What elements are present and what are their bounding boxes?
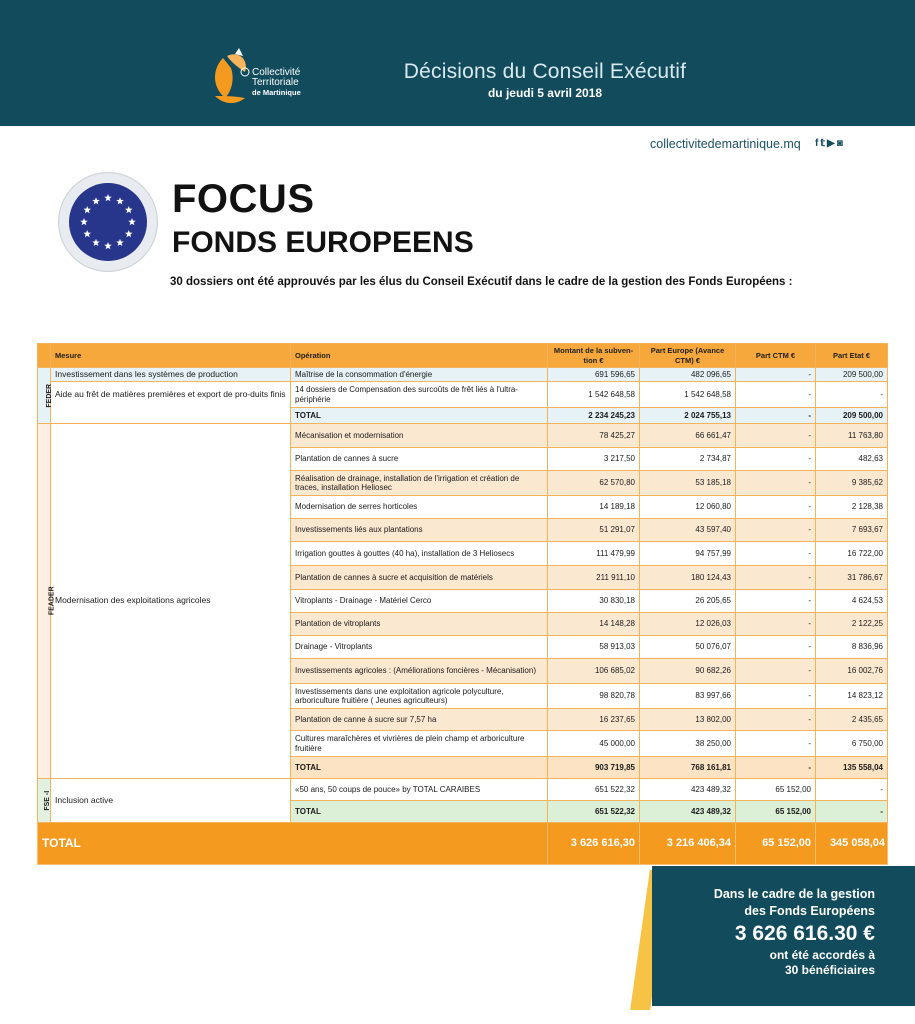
etat-cell: 14 823,12 [816, 684, 888, 709]
etat-cell: 16 722,00 [816, 542, 888, 566]
montant-cell: 106 685,02 [548, 659, 640, 684]
europe-cell: 66 661,47 [640, 424, 736, 448]
etat-cell: 8 836,96 [816, 636, 888, 659]
ctm-cell: - [736, 613, 816, 636]
etat-cell: 4 624,53 [816, 590, 888, 613]
ctm-cell: - [736, 709, 816, 731]
montant-cell: 651 522,32 [548, 779, 640, 801]
eu-star-icon [83, 206, 91, 213]
ctm-cell: - [736, 471, 816, 496]
ctm-cell: - [736, 368, 816, 382]
montant-cell: 78 425,27 [548, 424, 640, 448]
callout-line1: Dans le cadre de la gestion [713, 887, 875, 901]
eu-star-icon [104, 242, 112, 249]
table-header [38, 344, 888, 368]
ctm-cell: - [736, 519, 816, 542]
header-band [0, 0, 915, 126]
europe-cell: 768 161,81 [640, 757, 736, 779]
ctm-cell: - [736, 636, 816, 659]
montant-cell: 16 237,65 [548, 709, 640, 731]
europe-cell: 2 734,87 [640, 448, 736, 471]
montant-cell: 211 911,10 [548, 566, 640, 590]
youtube-icon[interactable]: ▶ [827, 138, 835, 149]
europe-cell: 180 124,43 [640, 566, 736, 590]
etat-cell: 7 693,67 [816, 519, 888, 542]
operation-cell: Plantation de cannes à sucre [291, 448, 548, 471]
mesure-cell: Inclusion active [51, 779, 291, 823]
europe-cell: 38 250,00 [640, 731, 736, 757]
logo-wordmark: Collectivité Territoriale de Martinique [252, 67, 301, 97]
ctm-cell: - [736, 590, 816, 613]
callout-line4: 30 bénéficiaires [784, 963, 875, 977]
eu-star-icon [116, 239, 124, 246]
operation-cell: Investissements dans une exploitation agricole polyculture, arboriculture fruitière ( Jeunes agriculteurs) [291, 684, 548, 709]
eu-star-icon [128, 218, 136, 225]
feader-section [38, 424, 888, 779]
operation-cell: «50 ans, 50 coups de pouce» by TOTAL CARAIBES [291, 779, 548, 801]
eu-star-icon [116, 197, 124, 204]
etat-cell: 2 128,38 [816, 496, 888, 519]
col-europe: Part Europe (Avance CTM) € [640, 344, 736, 368]
etat-cell: 209 500,00 [816, 408, 888, 424]
ctm-cell: - [736, 566, 816, 590]
etat-cell: 2 435,65 [816, 709, 888, 731]
ctm-cell: - [736, 684, 816, 709]
grand-total-label: TOTAL [38, 823, 548, 865]
funds-table [37, 343, 888, 865]
callout-amount: 3 626 616.30 € [734, 922, 875, 945]
header-title: Décisions du Conseil Exécutif [403, 60, 687, 83]
grand-total-europe: 3 216 406,34 [640, 823, 736, 865]
operation-cell: Investissements agricoles : (Améliorations foncières - Mécanisation) [291, 659, 548, 684]
operation-cell: Investissements liés aux plantations [291, 519, 548, 542]
ctm-cell: - [736, 542, 816, 566]
etat-cell: 11 763,80 [816, 424, 888, 448]
europe-cell: 90 682,26 [640, 659, 736, 684]
montant-cell: 45 000,00 [548, 731, 640, 757]
summary-text [660, 886, 875, 978]
fonds-label-feader: FEADER [38, 424, 51, 779]
website-link[interactable]: collectivitedemartinique.mq [650, 137, 801, 151]
eu-stars [69, 183, 147, 261]
montant-cell: 51 291,07 [548, 519, 640, 542]
europe-cell: 2 024 755,13 [640, 408, 736, 424]
ctm-cell: 65 152,00 [736, 801, 816, 823]
europe-cell: 83 997,66 [640, 684, 736, 709]
operation-cell: Plantation de cannes à sucre et acquisition de matériels [291, 566, 548, 590]
europe-cell: 13 802,00 [640, 709, 736, 731]
eu-star-icon [125, 230, 133, 237]
operation-cell: Vitroplants - Drainage - Matériel Cerco [291, 590, 548, 613]
operation-cell: Maîtrise de la consommation d'énergie [291, 368, 548, 382]
montant-cell: 14 148,28 [548, 613, 640, 636]
operation-cell: Mécanisation et modernisation [291, 424, 548, 448]
mesure-cell: Aide au frêt de matières premières et export de pro-duits finis [51, 382, 291, 424]
etat-cell: 209 500,00 [816, 368, 888, 382]
fonds-label-feder: FEDER [38, 368, 51, 424]
europe-cell: 423 489,32 [640, 779, 736, 801]
subtotal-label: TOTAL [291, 801, 548, 823]
etat-cell: - [816, 382, 888, 408]
mesure-cell: Modernisation des exploitations agricoles [51, 424, 291, 779]
europe-cell: 1 542 648,58 [640, 382, 736, 408]
montant-cell: 2 234 245,23 [548, 408, 640, 424]
operation-cell: 14 dossiers de Compensation des surcoûts de frêt liés à l'ultra-périphérie [291, 382, 548, 408]
montant-cell: 98 820,78 [548, 684, 640, 709]
ctm-cell: - [736, 659, 816, 684]
etat-cell: 2 122,25 [816, 613, 888, 636]
montant-cell: 30 830,18 [548, 590, 640, 613]
europe-cell: 12 026,03 [640, 613, 736, 636]
montant-cell: 651 522,32 [548, 801, 640, 823]
etat-cell: - [816, 779, 888, 801]
operation-cell: Irrigation gouttes à gouttes (40 ha), installation de 3 Heliosecs [291, 542, 548, 566]
operation-cell: Plantation de canne à sucre sur 7,57 ha [291, 709, 548, 731]
montant-cell: 111 479,99 [548, 542, 640, 566]
focus-title: FOCUS [172, 177, 315, 221]
ctm-cell: - [736, 448, 816, 471]
ctm-cell: - [736, 424, 816, 448]
montant-cell: 3 217,50 [548, 448, 640, 471]
table-row [38, 424, 888, 448]
etat-cell: 31 786,67 [816, 566, 888, 590]
subtotal-label: TOTAL [291, 408, 548, 424]
table-row [38, 779, 888, 801]
europe-cell: 482 096,65 [640, 368, 736, 382]
fonds-label-fse: FSE -I [38, 779, 51, 823]
etat-cell: 135 558,04 [816, 757, 888, 779]
eu-star-icon [104, 194, 112, 201]
montant-cell: 1 542 648,58 [548, 382, 640, 408]
eu-star-icon [92, 239, 100, 246]
ctm-cell: - [736, 731, 816, 757]
col-operation: Opération [291, 344, 548, 368]
montant-cell: 903 719,85 [548, 757, 640, 779]
col-etat: Part Etat € [816, 344, 888, 368]
montant-cell: 691 596,65 [548, 368, 640, 382]
grand-total-etat: 345 058,04 [816, 823, 888, 865]
ctm-cell: 65 152,00 [736, 779, 816, 801]
eu-star-icon [125, 206, 133, 213]
mesure-cell: Investissement dans les systèmes de production [51, 368, 291, 382]
callout-line2: des Fonds Européens [744, 904, 875, 918]
europe-cell: 12 060,80 [640, 496, 736, 519]
table-row [38, 382, 888, 408]
instagram-icon[interactable]: ◙ [836, 138, 843, 149]
montant-cell: 62 570,80 [548, 471, 640, 496]
europe-cell: 43 597,40 [640, 519, 736, 542]
eu-flag-icon [69, 183, 147, 261]
etat-cell: 9 385,62 [816, 471, 888, 496]
callout-line3: ont été accordés à [769, 948, 875, 962]
operation-cell: Modernisation de serres horticoles [291, 496, 548, 519]
operation-cell: Plantation de vitroplants [291, 613, 548, 636]
twitter-icon[interactable]: 𝕥 [820, 138, 825, 149]
etat-cell: 482,63 [816, 448, 888, 471]
etat-cell: - [816, 801, 888, 823]
montant-cell: 58 913,03 [548, 636, 640, 659]
grand-total-row [38, 823, 888, 865]
etat-cell: 16 002,76 [816, 659, 888, 684]
eu-star-icon [83, 230, 91, 237]
intro-text: 30 dossiers ont été approuvés par les élus du Conseil Exécutif dans le cadre de la gestion des Fonds Européens : [170, 276, 793, 288]
eu-star-icon [92, 197, 100, 204]
table-row [38, 368, 888, 382]
header-date: du jeudi 5 avril 2018 [487, 86, 603, 100]
montant-cell: 14 189,18 [548, 496, 640, 519]
europe-cell: 53 185,18 [640, 471, 736, 496]
europe-cell: 26 205,65 [640, 590, 736, 613]
ctm-cell: - [736, 382, 816, 408]
col-mesure: Mesure [51, 344, 291, 368]
ctm-cell: - [736, 757, 816, 779]
europe-cell: 423 489,32 [640, 801, 736, 823]
col-montant: Montant de la subven-tion € [548, 344, 640, 368]
europe-cell: 94 757,99 [640, 542, 736, 566]
ctm-cell: - [736, 408, 816, 424]
col-ctm: Part CTM € [736, 344, 816, 368]
grand-total-ctm: 65 152,00 [736, 823, 816, 865]
facebook-icon[interactable]: f [815, 138, 819, 149]
operation-cell: Cultures maraîchères et vivrières de plein champ et arboriculture fruitière [291, 731, 548, 757]
focus-subtitle: FONDS EUROPEENS [172, 226, 474, 259]
subtotal-label: TOTAL [291, 757, 548, 779]
grand-total-montant: 3 626 616,30 [548, 823, 640, 865]
ctm-cell: - [736, 496, 816, 519]
eu-flag-badge [58, 172, 158, 272]
social-icons [815, 138, 843, 149]
europe-cell: 50 076,07 [640, 636, 736, 659]
etat-cell: 6 750,00 [816, 731, 888, 757]
eu-star-icon [80, 218, 88, 225]
operation-cell: Réalisation de drainage, installation de l'irrigation et création de traces, installation Heliosec [291, 471, 548, 496]
operation-cell: Drainage - Vitroplants [291, 636, 548, 659]
